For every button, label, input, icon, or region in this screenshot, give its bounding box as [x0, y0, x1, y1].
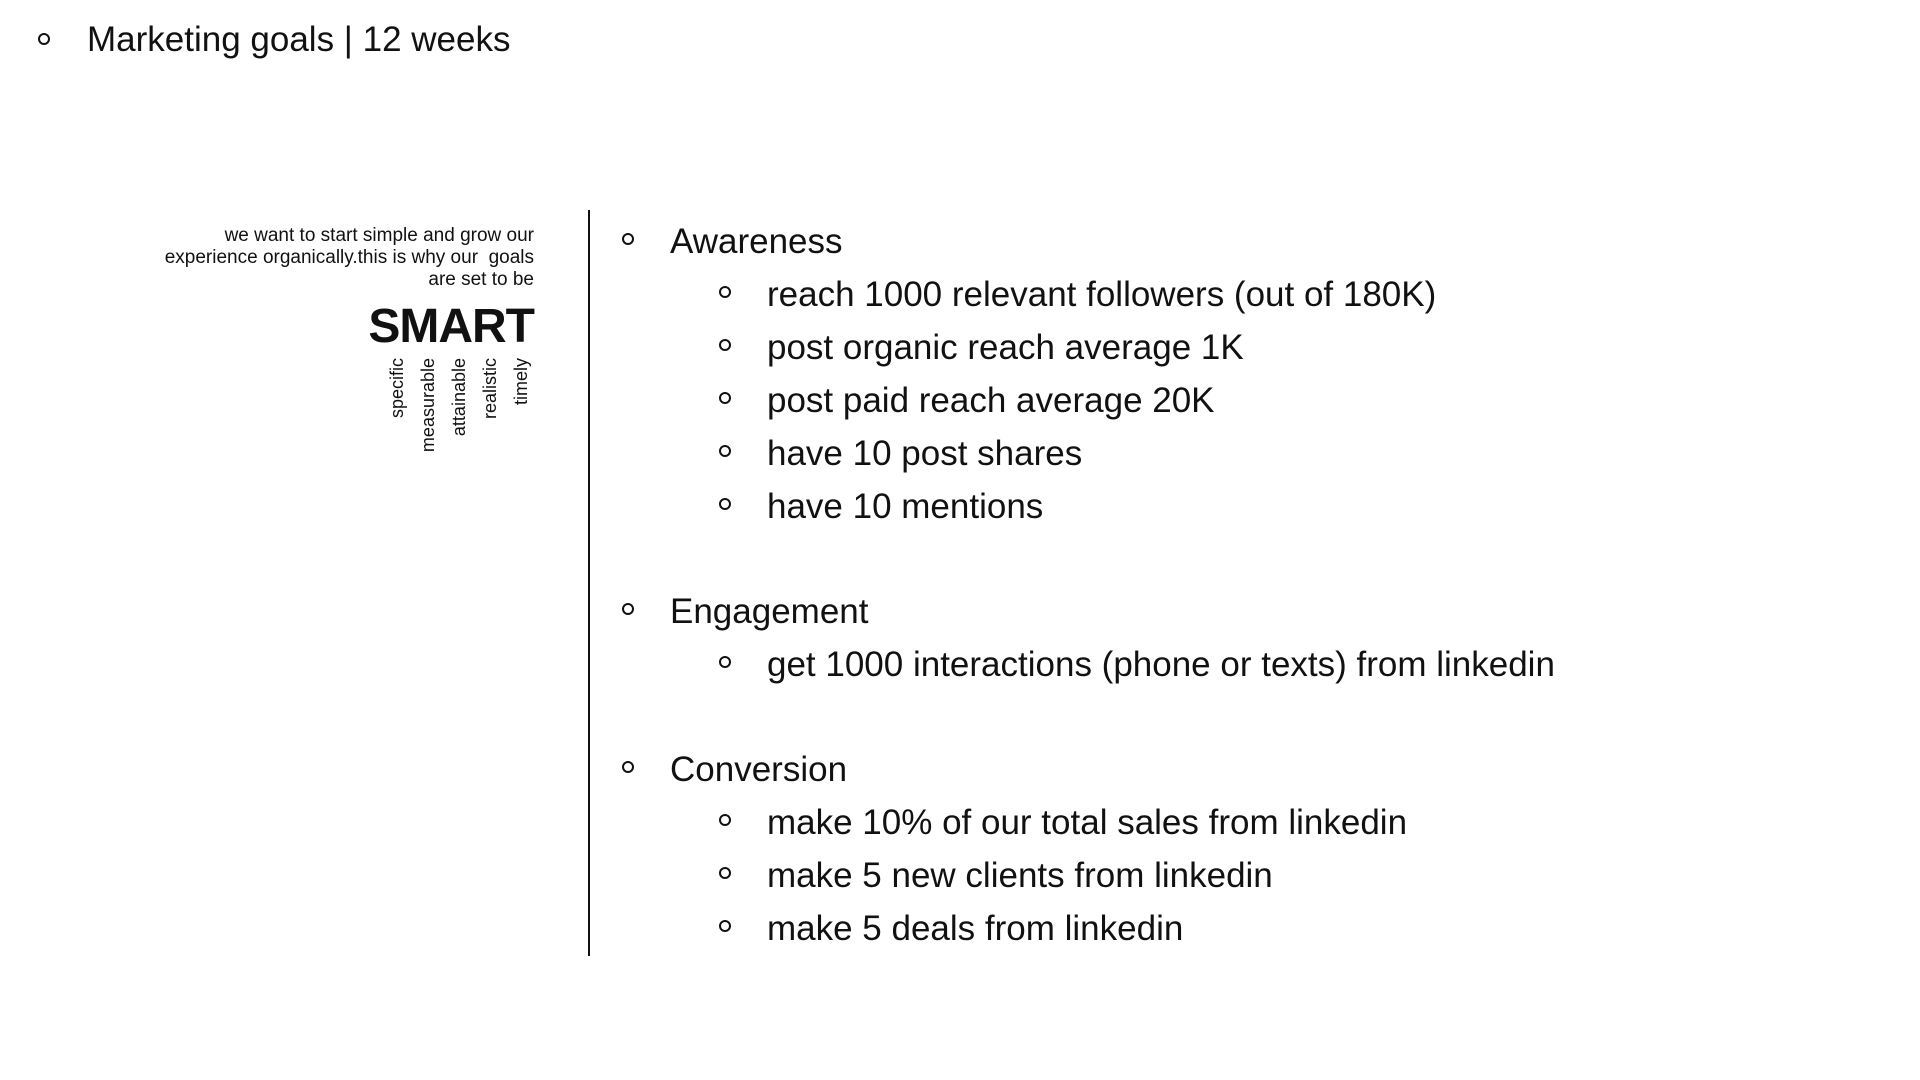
bullet-icon	[719, 814, 731, 826]
intro-line: we want to start simple and grow our	[224, 225, 534, 246]
section-heading: Conversion	[670, 750, 848, 789]
bullet-icon	[622, 233, 634, 245]
bullet-icon	[719, 339, 731, 351]
smart-acronym-words	[386, 358, 536, 468]
intro-line: are set to be	[428, 269, 534, 290]
section-heading: Awareness	[670, 222, 843, 261]
bullet-icon	[719, 920, 731, 932]
smart-word-realistic: realistic	[480, 358, 500, 420]
goal-text: post organic reach average 1K	[767, 328, 1244, 367]
goal-text: make 10% of our total sales from linkedin	[767, 803, 1408, 842]
bullet-icon	[719, 867, 731, 879]
bullet-icon	[719, 445, 731, 457]
intro-line: experience organically.this is why our goals	[164, 247, 534, 268]
goal-text: reach 1000 relevant followers (out of 180K)	[767, 275, 1437, 314]
bullet-icon	[719, 286, 731, 298]
slide-title: Marketing goals | 12 weeks	[87, 20, 511, 59]
vertical-divider	[588, 210, 590, 956]
bullet-icon	[622, 761, 634, 773]
smart-word-specific: specific	[387, 358, 407, 419]
bullet-icon	[38, 33, 50, 45]
bullet-icon	[719, 498, 731, 510]
goal-text: make 5 new clients from linkedin	[767, 856, 1273, 895]
bullet-icon	[719, 392, 731, 404]
smart-heading: SMART	[368, 300, 534, 353]
section-heading: Engagement	[670, 592, 869, 631]
smart-word-timely: timely	[511, 358, 531, 406]
goal-text: post paid reach average 20K	[767, 381, 1215, 420]
goal-text: have 10 mentions	[767, 487, 1044, 526]
smart-word-attainable: attainable	[449, 358, 469, 437]
goal-text: get 1000 interactions (phone or texts) from linkedin	[767, 645, 1555, 684]
smart-intro-text	[94, 225, 534, 291]
goal-text: have 10 post shares	[767, 434, 1083, 473]
bullet-icon	[719, 656, 731, 668]
smart-word-measurable: measurable	[418, 358, 438, 453]
goal-text: make 5 deals from linkedin	[767, 909, 1184, 948]
bullet-icon	[622, 603, 634, 615]
